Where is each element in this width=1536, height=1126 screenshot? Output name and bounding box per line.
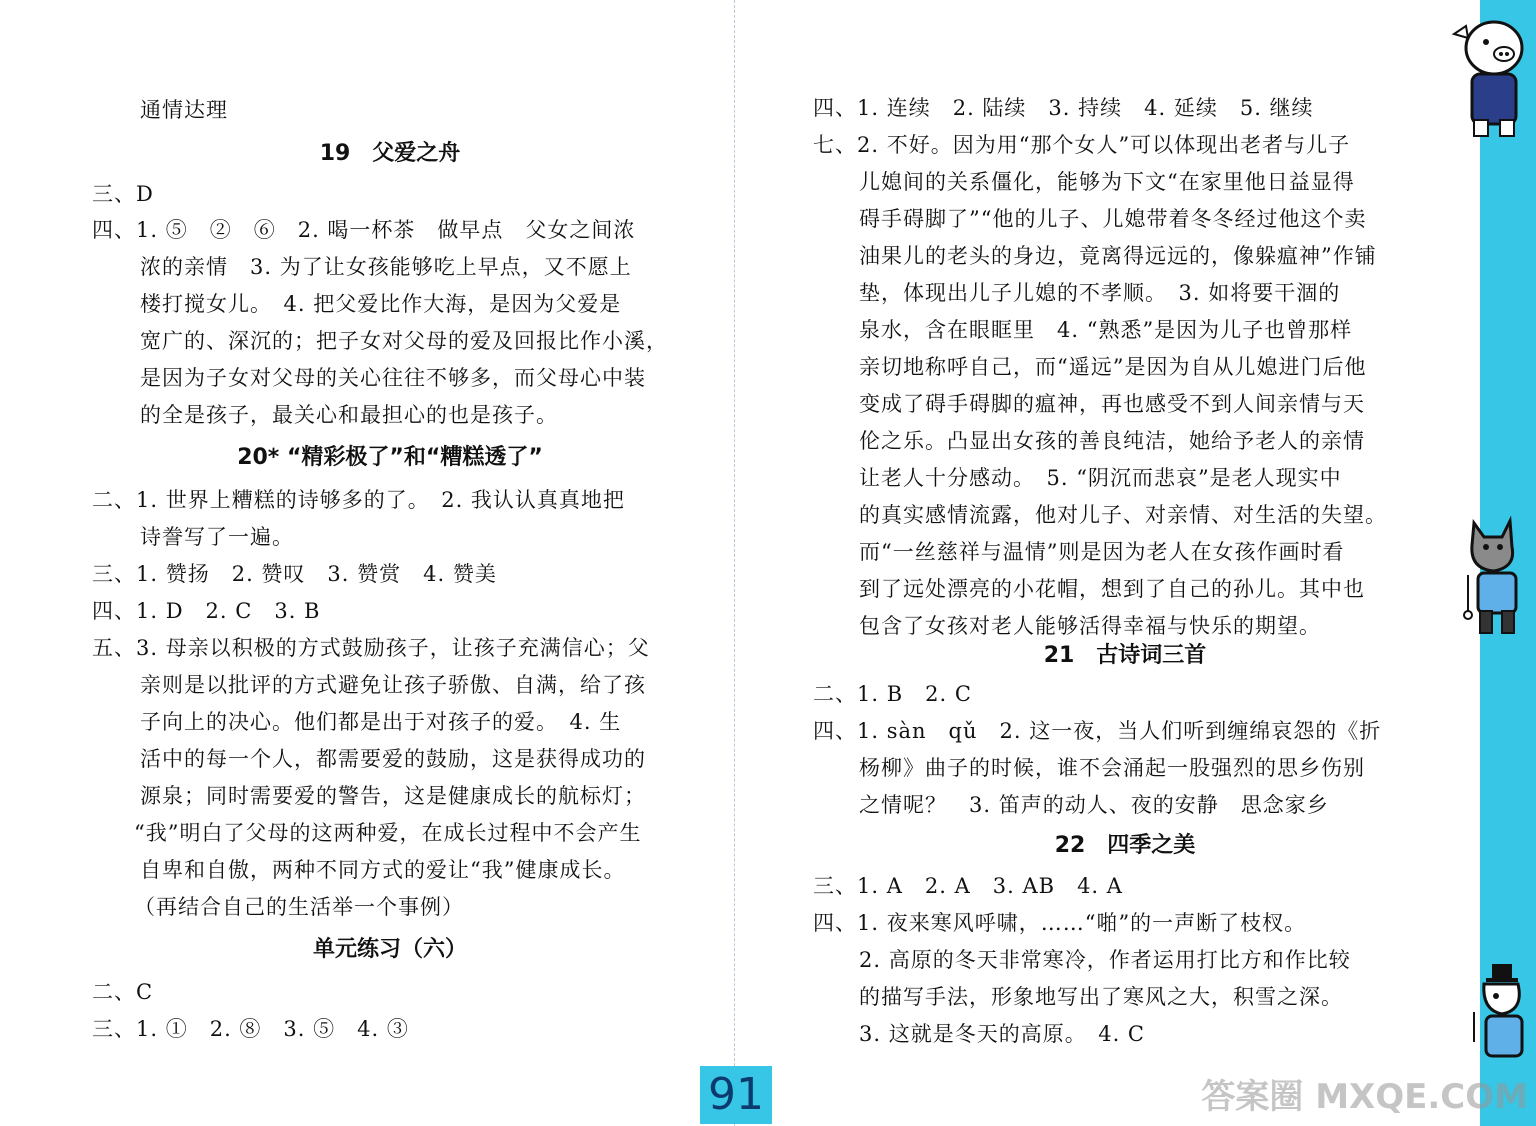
page-fold <box>734 0 741 1126</box>
page-number: 91 <box>700 1066 772 1124</box>
text-line: 儿媳间的关系僵化，能够为下文“在家里他日益显得 <box>859 170 1355 194</box>
text-line: 是因为子女对父母的关心往往不够多，而父母心中装 <box>140 366 646 390</box>
text-line: 二、C <box>92 980 154 1004</box>
text-line: 2. 高原的冬天非常寒冷，作者运用打比方和作比较 <box>859 948 1351 972</box>
text-line: 四、1. ⑤ ② ⑥ 2. 喝一杯茶 做早点 父女之间浓 <box>92 218 636 242</box>
text-line: 伦之乐。凸显出女孩的善良纯洁，她给予老人的亲情 <box>859 429 1365 453</box>
text-line: 亲则是以批评的方式避免让孩子骄傲、自满，给了孩 <box>140 673 646 697</box>
watermark-logo: 答案圈 MXQE.COM <box>1201 1077 1528 1117</box>
text-line: 3. 这就是冬天的高原。 4. C <box>859 1022 1145 1046</box>
text-line: 的描写手法，形象地写出了寒风之大，积雪之深。 <box>859 985 1343 1009</box>
text-line: （再结合自己的生活举一个事例） <box>134 895 464 919</box>
text-line: 亲切地称呼自己，而“遥远”是因为自从儿媳进门后他 <box>859 355 1367 379</box>
section-heading-20: 20* “精彩极了”和“糟糕透了” <box>237 445 543 470</box>
text-line: 五、3. 母亲以积极的方式鼓励孩子，让孩子充满信心；父 <box>92 636 650 660</box>
text-line: 活中的每一个人，都需要爱的鼓励，这是获得成功的 <box>140 747 646 771</box>
text-line: 浓的亲情 3. 为了让女孩能够吃上早点，又不愿上 <box>140 255 632 279</box>
text-line: 源泉；同时需要爱的警告，这是健康成长的航标灯； <box>140 784 646 808</box>
text-line: 而“一丝慈祥与温情”则是因为老人在女孩作画时看 <box>859 540 1345 564</box>
text-line: “我”明白了父母的这两种爱，在成长过程中不会产生 <box>134 821 642 845</box>
cartoon-character-icon <box>1462 962 1534 1076</box>
text-line: 的真实感情流露，他对儿子、对亲情、对生活的失望。 <box>859 503 1387 527</box>
section-heading-19: 19 父爱之舟 <box>319 141 461 166</box>
text-line: 包含了女孩对老人能够活得幸福与快乐的期望。 <box>859 614 1321 638</box>
text-line: 碍手碍脚了”“他的儿子、儿媳带着冬冬经过他这个卖 <box>859 207 1367 231</box>
text-line: 三、D <box>92 182 154 206</box>
text-line: 变成了碍手碍脚的瘟神，再也感受不到人间亲情与天 <box>859 392 1365 416</box>
text-line: 三、1. ① 2. ⑧ 3. ⑤ 4. ③ <box>92 1017 409 1041</box>
left-page <box>0 0 730 1126</box>
text-line: 通情达理 <box>140 98 228 122</box>
text-line: 子向上的决心。他们都是出于对孩子的爱。 4. 生 <box>140 710 622 734</box>
text-line: 让老人十分感动。 5. “阴沉而悲哀”是老人现实中 <box>859 466 1342 490</box>
section-heading-unit: 单元练习（六） <box>312 937 467 962</box>
text-line: 的全是孩子，最关心和最担心的也是孩子。 <box>140 403 558 427</box>
text-line: 四、1. 连续 2. 陆续 3. 持续 4. 延续 5. 继续 <box>813 96 1314 120</box>
text-line: 泉水，含在眼眶里 4. “熟悉”是因为儿子也曾那样 <box>859 318 1353 342</box>
section-heading-22: 22 四季之美 <box>1054 833 1196 858</box>
text-line: 之情呢？ 3. 笛声的动人、夜的安静 思念家乡 <box>859 793 1329 817</box>
text-line: 四、1. D 2. C 3. B <box>92 599 321 623</box>
text-line: 七、2. 不好。因为用“那个女人”可以体现出老者与儿子 <box>813 133 1351 157</box>
cartoon-wolf-icon <box>1450 515 1534 644</box>
text-line: 到了远处漂亮的小花帽，想到了自己的孙儿。其中也 <box>859 577 1365 601</box>
text-line: 二、1. B 2. C <box>813 682 972 706</box>
text-line: 宽广的、深沉的；把子女对父母的爱及回报比作小溪， <box>140 329 668 353</box>
text-line: 自卑和自傲，两种不同方式的爱让“我”健康成长。 <box>140 858 626 882</box>
text-line: 油果儿的老头的身边，竟离得远远的，像躲瘟神”作铺 <box>859 244 1377 268</box>
text-line: 楼打搅女儿。 4. 把父爱比作大海，是因为父爱是 <box>140 292 622 316</box>
text-line: 杨柳》曲子的时候，谁不会涌起一股强烈的思乡伤别 <box>859 756 1365 780</box>
text-line: 诗誊写了一遍。 <box>140 525 294 549</box>
text-line: 四、1. sàn qǔ 2. 这一夜，当人们听到缠绵哀怨的《折 <box>813 719 1382 743</box>
text-line: 二、1. 世界上糟糕的诗够多的了。 2. 我认认真真地把 <box>92 488 625 512</box>
right-page <box>745 0 1480 1126</box>
text-line: 垫，体现出儿子儿媳的不孝顺。 3. 如将要干涸的 <box>859 281 1341 305</box>
text-line: 三、1. A 2. A 3. AB 4. A <box>813 874 1123 898</box>
cartoon-pig-icon <box>1448 8 1534 142</box>
text-line: 四、1. 夜来寒风呼啸，……“啪”的一声断了枝杈。 <box>813 911 1307 935</box>
section-heading-21: 21 古诗词三首 <box>1043 643 1207 668</box>
text-line: 三、1. 赞扬 2. 赞叹 3. 赞赏 4. 赞美 <box>92 562 497 586</box>
